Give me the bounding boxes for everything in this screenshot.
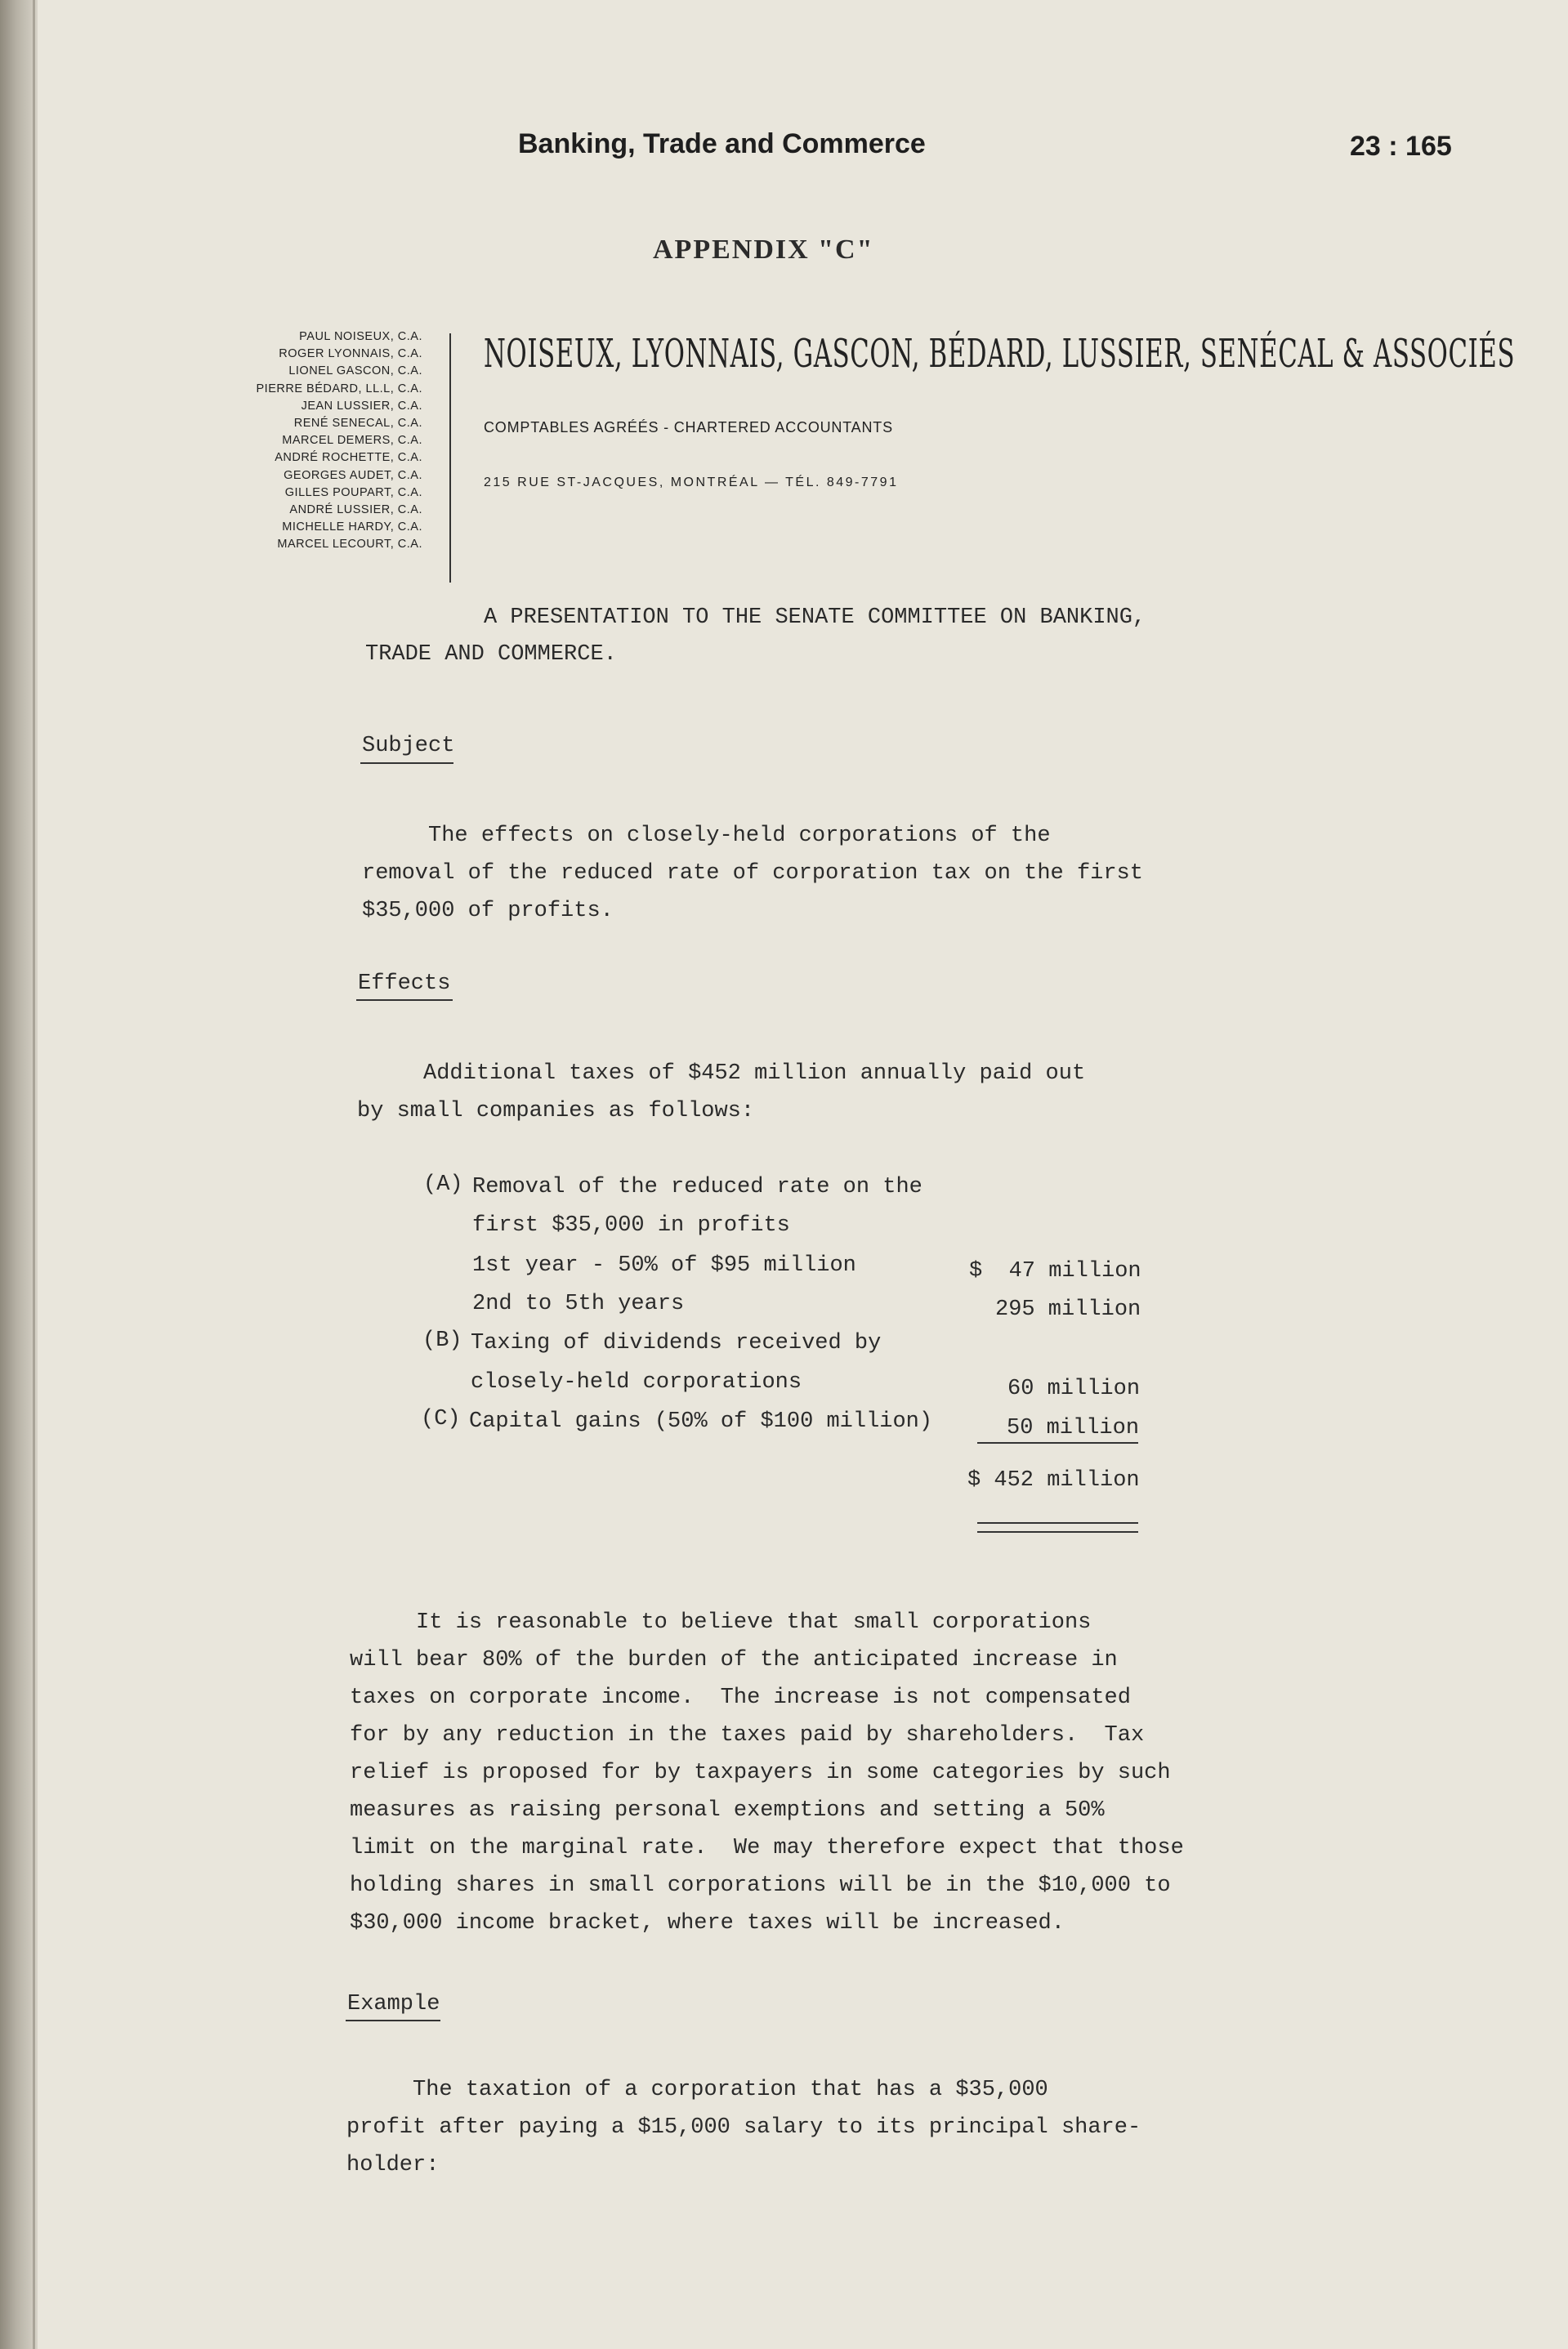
text-line: removal of the reduced rate of corporation tax on the first xyxy=(362,861,1143,886)
subject-underline xyxy=(360,762,453,764)
partner-list xyxy=(188,328,422,554)
text-line: profit after paying a $15,000 salary to its principal share- xyxy=(346,2115,1141,2140)
text-line: taxes on corporate income. The increase is not compensated xyxy=(350,1686,1131,1710)
item-b-line-1: Taxing of dividends received by xyxy=(471,1331,882,1355)
text-line: holding shares in small corporations will be in the $10,000 to xyxy=(350,1873,1171,1898)
partner-name: MICHELLE HARDY, C.A. xyxy=(282,520,422,534)
effects-total: $ 452 million xyxy=(967,1468,1140,1493)
presentation-line-2: TRADE AND COMMERCE. xyxy=(365,642,617,667)
text-line: relief is proposed for by taxpayers in some categories by such xyxy=(350,1761,1171,1785)
text-line: measures as raising personal exemptions and setting a 50% xyxy=(350,1798,1105,1823)
presentation-line-1: A PRESENTATION TO THE SENATE COMMITTEE ON BANKING, xyxy=(484,605,1146,630)
total-double-rule-top xyxy=(977,1522,1138,1524)
item-a-year1: 1st year - 50% of $95 million xyxy=(472,1253,856,1278)
text-line: will bear 80% of the burden of the anticipated increase in xyxy=(350,1648,1118,1672)
partner-name: RENÉ SENECAL, C.A. xyxy=(293,417,422,431)
partner-name: ROGER LYONNAIS, C.A. xyxy=(279,347,422,361)
effects-paragraph xyxy=(357,1055,1085,1130)
total-double-rule-bottom xyxy=(977,1531,1138,1533)
text-line: Additional taxes of $452 million annually paid out xyxy=(357,1061,1086,1086)
item-b-label: (B) xyxy=(422,1329,462,1353)
text-line: holder: xyxy=(346,2153,440,2177)
item-a-year1-amount: $ 47 million xyxy=(969,1259,1141,1284)
text-line: The effects on closely-held corporations of the xyxy=(362,824,1051,848)
item-b-line-2: closely-held corporations xyxy=(471,1370,802,1395)
item-c-line-1: Capital gains (50% of $100 million) xyxy=(469,1409,933,1434)
partner-name: PIERRE BÉDARD, LL.L, C.A. xyxy=(256,382,422,395)
text-line: $30,000 income bracket, where taxes will be increased. xyxy=(350,1911,1065,1936)
partner-name: PAUL NOISEUX, C.A. xyxy=(299,330,422,343)
burden-paragraph xyxy=(350,1604,1184,1942)
partner-name: MARCEL DEMERS, C.A. xyxy=(282,434,422,448)
item-a-label: (A) xyxy=(423,1172,463,1197)
item-a-line-2: first $35,000 in profits xyxy=(472,1213,790,1238)
text-line: The taxation of a corporation that has a $35,000 xyxy=(346,2078,1048,2102)
item-a-years-2-5: 2nd to 5th years xyxy=(472,1292,685,1316)
firm-name: NOISEUX, LYONNAIS, GASCON, BÉDARD, LUSSIER, SENÉCAL & ASSOCIÉS xyxy=(484,331,1516,377)
item-a-years-2-5-amount: 295 million xyxy=(995,1297,1141,1322)
partner-name: ANDRÉ ROCHETTE, C.A. xyxy=(275,451,422,465)
partner-name: LIONEL GASCON, C.A. xyxy=(288,364,422,378)
page-number: 23 : 165 xyxy=(1350,131,1452,162)
appendix-title: APPENDIX "C" xyxy=(653,234,874,265)
text-line: $35,000 of profits. xyxy=(362,899,614,923)
text-line: by small companies as follows: xyxy=(357,1099,755,1123)
text-line: for by any reduction in the taxes paid by shareholders. Tax xyxy=(350,1723,1145,1748)
example-paragraph xyxy=(346,2071,1141,2184)
firm-address: 215 RUE ST-JACQUES, MONTRÉAL — TÉL. 849-7791 xyxy=(484,476,899,489)
subject-paragraph xyxy=(362,817,1143,930)
subject-heading: Subject xyxy=(362,734,455,758)
text-line: limit on the marginal rate. We may therefore expect that those xyxy=(350,1836,1184,1860)
partner-name: GEORGES AUDET, C.A. xyxy=(284,468,422,482)
item-a-line-1: Removal of the reduced rate on the xyxy=(472,1175,922,1199)
binding-edge xyxy=(33,0,35,2349)
firm-subtitle: COMPTABLES AGRÉÉS - CHARTERED ACCOUNTANTS xyxy=(484,419,893,435)
item-c-label: (C) xyxy=(421,1407,461,1431)
letterhead-divider xyxy=(449,333,451,583)
partner-name: ANDRÉ LUSSIER, C.A. xyxy=(289,503,422,517)
example-heading: Example xyxy=(347,1992,440,2016)
running-header-title: Banking, Trade and Commerce xyxy=(518,128,926,159)
partner-name: MARCEL LECOURT, C.A. xyxy=(277,538,422,552)
text-line: It is reasonable to believe that small corporations xyxy=(350,1610,1092,1635)
subtotal-rule xyxy=(977,1442,1138,1444)
item-c-amount: 50 million xyxy=(1007,1416,1140,1440)
partner-name: GILLES POUPART, C.A. xyxy=(284,485,422,499)
effects-heading: Effects xyxy=(358,971,451,996)
example-underline xyxy=(346,2020,440,2021)
effects-underline xyxy=(356,999,453,1001)
item-b-amount: 60 million xyxy=(1007,1377,1141,1401)
partner-name: JEAN LUSSIER, C.A. xyxy=(301,399,422,413)
